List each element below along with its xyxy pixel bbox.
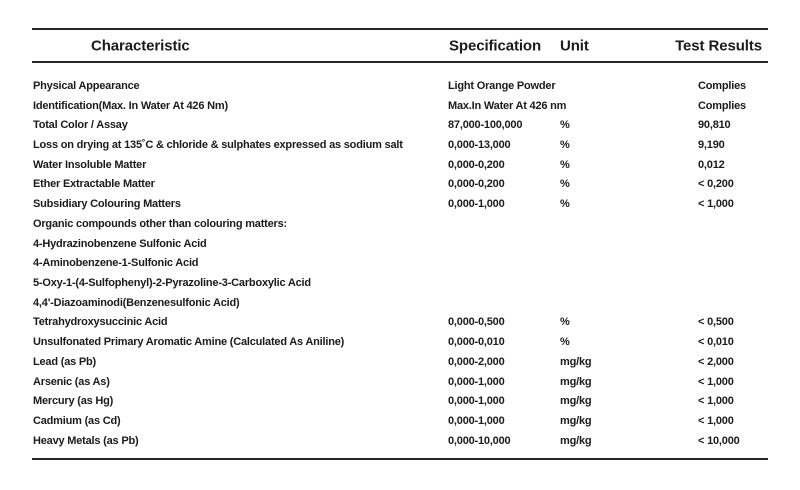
cell-unit: % <box>560 158 570 171</box>
cell-characteristic: Heavy Metals (as Pb) <box>33 434 139 447</box>
table-row <box>32 372 768 392</box>
table-row <box>32 352 768 372</box>
cell-unit: mg/kg <box>560 395 592 408</box>
table-row <box>32 155 768 175</box>
cell-characteristic: Subsidiary Colouring Matters <box>33 198 181 211</box>
cell-unit: % <box>560 198 570 211</box>
cell-characteristic: Tetrahydroxysuccinic Acid <box>33 316 168 329</box>
cell-specification: 0,000-1,000 <box>448 415 505 428</box>
cell-specification: 0,000-1,000 <box>448 198 505 211</box>
table-row <box>32 332 768 352</box>
cell-specification: 0,000-13,000 <box>448 139 511 152</box>
table-body <box>32 63 768 460</box>
table-row <box>32 411 768 431</box>
cell-unit: % <box>560 316 570 329</box>
cell-test-result: < 0,500 <box>698 316 734 329</box>
cell-specification: 0,000-0,200 <box>448 158 505 171</box>
table-row <box>32 253 768 273</box>
col-header-characteristic: Characteristic <box>91 37 190 54</box>
cell-specification: 0,000-1,000 <box>448 395 505 408</box>
cell-characteristic: Identification(Max. In Water At 426 Nm) <box>33 99 228 112</box>
cell-specification: 0,000-0,010 <box>448 336 505 349</box>
cell-test-result: < 1,000 <box>698 375 734 388</box>
col-header-test-results: Test Results <box>675 37 762 54</box>
cell-specification: 0,000-0,200 <box>448 178 505 191</box>
cell-characteristic: Unsulfonated Primary Aromatic Amine (Calculated As Aniline) <box>33 336 345 349</box>
cell-test-result: Complies <box>698 99 746 112</box>
cell-unit: % <box>560 119 570 132</box>
table-row <box>32 431 768 451</box>
cell-characteristic: Water Insoluble Matter <box>33 158 147 171</box>
table-row <box>32 76 768 96</box>
cell-characteristic: 4-Aminobenzene-1-Sulfonic Acid <box>33 257 199 270</box>
cell-test-result: < 1,000 <box>698 395 734 408</box>
table-row <box>32 313 768 333</box>
cell-test-result: < 1,000 <box>698 198 734 211</box>
cell-characteristic: Loss on drying at 135˚C & chloride & sulphates expressed as sodium salt <box>33 139 403 152</box>
cell-specification: 0,000-2,000 <box>448 355 505 368</box>
cell-characteristic: Physical Appearance <box>33 79 140 92</box>
cell-specification: 87,000-100,000 <box>448 119 523 132</box>
cell-characteristic: 5-Oxy-1-(4-Sulfophenyl)-2-Pyrazoline-3-Carboxylic Acid <box>33 277 311 290</box>
cell-test-result: 90,810 <box>698 119 731 132</box>
table-row <box>32 175 768 195</box>
cell-unit: mg/kg <box>560 355 592 368</box>
cell-unit: % <box>560 178 570 191</box>
cell-specification: 0,000-1,000 <box>448 375 505 388</box>
cell-characteristic: Mercury (as Hg) <box>33 395 114 408</box>
col-header-specification: Specification <box>449 37 542 54</box>
cell-unit: mg/kg <box>560 434 592 447</box>
cell-test-result: < 0,200 <box>698 178 734 191</box>
cell-characteristic: Lead (as Pb) <box>33 355 97 368</box>
cell-test-result: 0,012 <box>698 158 725 171</box>
cell-specification: Max.In Water At 426 nm <box>448 99 567 112</box>
cell-characteristic: Organic compounds other than colouring matters: <box>33 217 288 230</box>
cell-characteristic: Ether Extractable Matter <box>33 178 155 191</box>
cell-test-result: < 2,000 <box>698 355 734 368</box>
specification-sheet <box>32 28 768 460</box>
cell-unit: mg/kg <box>560 415 592 428</box>
cell-unit: mg/kg <box>560 375 592 388</box>
cell-unit: % <box>560 336 570 349</box>
table-row <box>32 392 768 412</box>
cell-characteristic: 4,4'-Diazoaminodi(Benzenesulfonic Acid) <box>33 296 240 309</box>
table-row <box>32 273 768 293</box>
table-row <box>32 115 768 135</box>
table-row <box>32 234 768 254</box>
cell-characteristic: Cadmium (as Cd) <box>33 415 121 428</box>
cell-specification: Light Orange Powder <box>448 79 556 92</box>
cell-characteristic: Total Color / Assay <box>33 119 128 132</box>
table-header-row <box>32 28 768 63</box>
table-row <box>32 135 768 155</box>
cell-unit: % <box>560 139 570 152</box>
table-row <box>32 214 768 234</box>
cell-test-result: Complies <box>698 79 746 92</box>
col-header-unit: Unit <box>560 37 589 54</box>
table-row <box>32 293 768 313</box>
table-row <box>32 194 768 214</box>
cell-characteristic: 4-Hydrazinobenzene Sulfonic Acid <box>33 237 207 250</box>
cell-specification: 0,000-0,500 <box>448 316 505 329</box>
cell-test-result: < 1,000 <box>698 415 734 428</box>
cell-characteristic: Arsenic (as As) <box>33 375 110 388</box>
cell-test-result: < 10,000 <box>698 434 740 447</box>
cell-test-result: < 0,010 <box>698 336 734 349</box>
cell-test-result: 9,190 <box>698 139 725 152</box>
table-row <box>32 96 768 116</box>
cell-specification: 0,000-10,000 <box>448 434 511 447</box>
